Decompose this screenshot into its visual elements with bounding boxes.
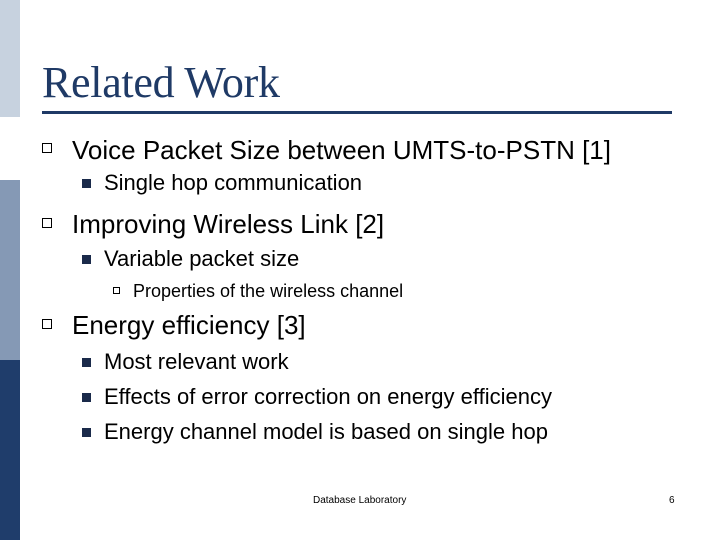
sub-bullet-most-relevant: Most relevant work [104, 349, 289, 374]
side-bar-segment-light [0, 0, 20, 117]
sub-bullet-variable-packet-size: Variable packet size [104, 246, 300, 271]
sub-bullet-single-hop: Single hop communication [104, 170, 363, 195]
hollow-square-bullet-icon [42, 218, 52, 228]
side-bar-segment-dark [0, 360, 20, 540]
sub-sub-bullet-wireless-channel: Properties of the wireless channel [133, 281, 404, 301]
title-underline [42, 111, 672, 114]
filled-square-bullet-icon [82, 179, 91, 188]
filled-square-bullet-icon [82, 358, 91, 367]
side-bar-segment-white [0, 117, 20, 180]
hollow-square-bullet-icon [42, 143, 52, 153]
bullet-energy-efficiency: Energy efficiency [3] [72, 310, 306, 340]
sub-bullet-energy-channel-model: Energy channel model is based on single hop [104, 419, 548, 444]
slide-title: Related Work [42, 58, 280, 107]
footer-organization: Database Laboratory [313, 495, 407, 506]
filled-square-bullet-icon [82, 428, 91, 437]
filled-square-bullet-icon [82, 255, 91, 264]
sub-bullet-error-correction: Effects of error correction on energy efficiency [104, 384, 552, 409]
small-hollow-square-bullet-icon [113, 287, 120, 294]
side-bar-segment-mid [0, 180, 20, 360]
hollow-square-bullet-icon [42, 319, 52, 329]
bullet-improving-wireless-link: Improving Wireless Link [2] [72, 209, 385, 239]
bullet-voice-packet-size: Voice Packet Size between UMTS-to-PSTN [1] [72, 135, 611, 165]
filled-square-bullet-icon [82, 393, 91, 402]
slide-page-number: 6 [669, 495, 675, 506]
side-decoration-bar [0, 0, 20, 540]
